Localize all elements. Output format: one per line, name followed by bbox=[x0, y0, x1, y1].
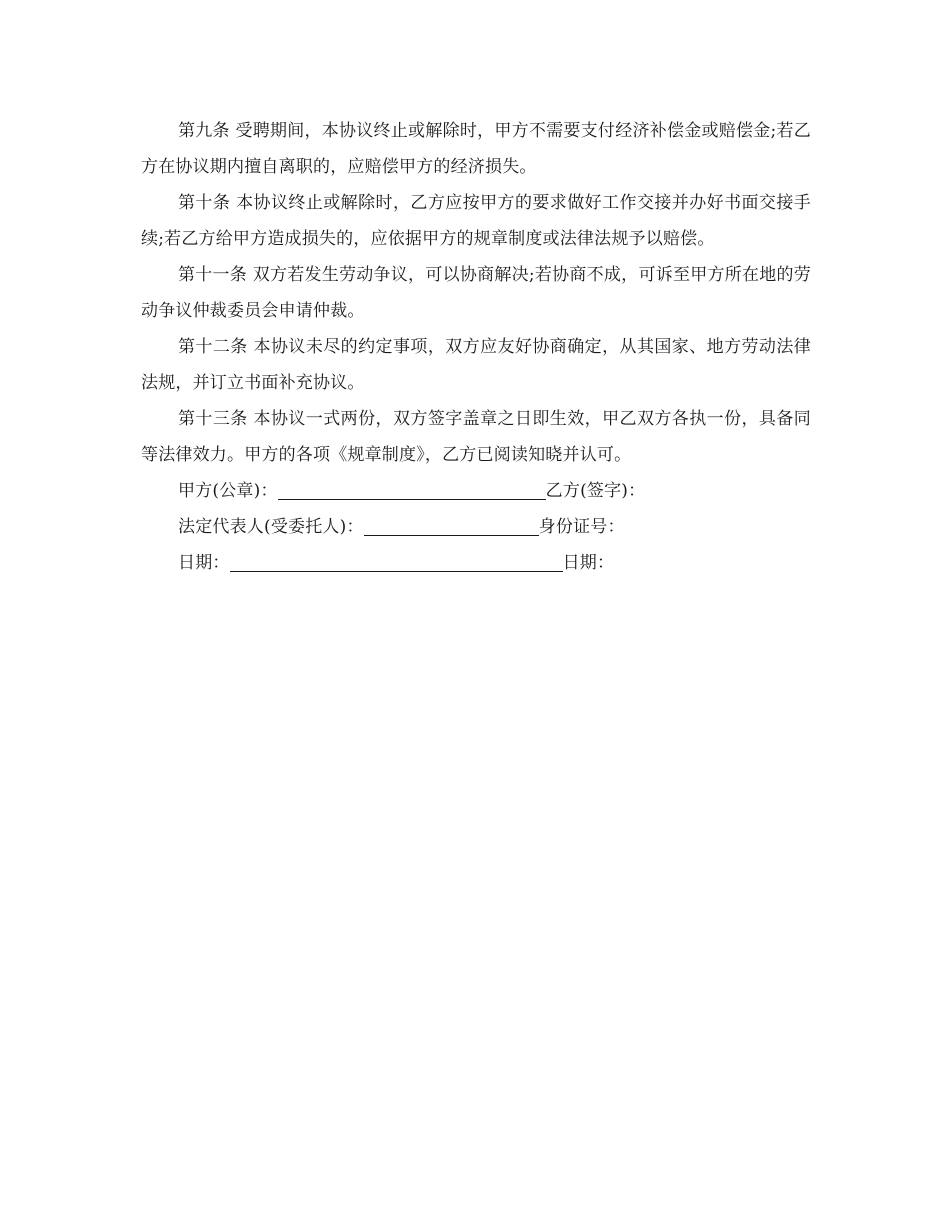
date-a-blank bbox=[230, 549, 563, 572]
document-body bbox=[141, 113, 811, 581]
clause-13: 第十三条 本协议一式两份，双方签字盖章之日即生效，甲乙双方各执一份，具备同等法律效力。甲方的各项《规章制度》，乙方已阅读知晓并认可。 bbox=[141, 409, 811, 465]
legal-rep-blank bbox=[364, 513, 539, 536]
clause-9: 第九条 受聘期间，本协议终止或解除时，甲方不需要支付经济补偿金或赔偿金;若乙方在协议期内擅自离职的，应赔偿甲方的经济损失。 bbox=[141, 121, 811, 177]
signature-line-representative bbox=[141, 509, 811, 545]
party-b-label: 乙方(签字)： bbox=[545, 481, 646, 501]
signature-line-party bbox=[141, 473, 811, 509]
id-number-label: 身份证号： bbox=[538, 517, 625, 537]
party-a-label: 甲方(公章)： bbox=[178, 481, 278, 501]
clause-10: 第十条 本协议终止或解除时，乙方应按甲方的要求做好工作交接并办好书面交接手续;若乙方给甲方造成损失的，应依据甲方的规章制度或法律法规予以赔偿。 bbox=[141, 193, 811, 249]
clause-11: 第十一条 双方若发生劳动争议，可以协商解决;若协商不成，可诉至甲方所在地的劳动争议仲裁委员会申请仲裁。 bbox=[141, 265, 811, 321]
date-label-b: 日期： bbox=[562, 553, 615, 573]
party-a-seal-blank bbox=[278, 477, 546, 500]
legal-rep-label: 法定代表人(受委托人)： bbox=[178, 517, 364, 537]
signature-line-date bbox=[141, 545, 811, 581]
clause-12: 第十二条 本协议未尽的约定事项，双方应友好协商确定，从其国家、地方劳动法律法规，并订立书面补充协议。 bbox=[141, 337, 811, 393]
date-label-a: 日期： bbox=[178, 553, 230, 573]
